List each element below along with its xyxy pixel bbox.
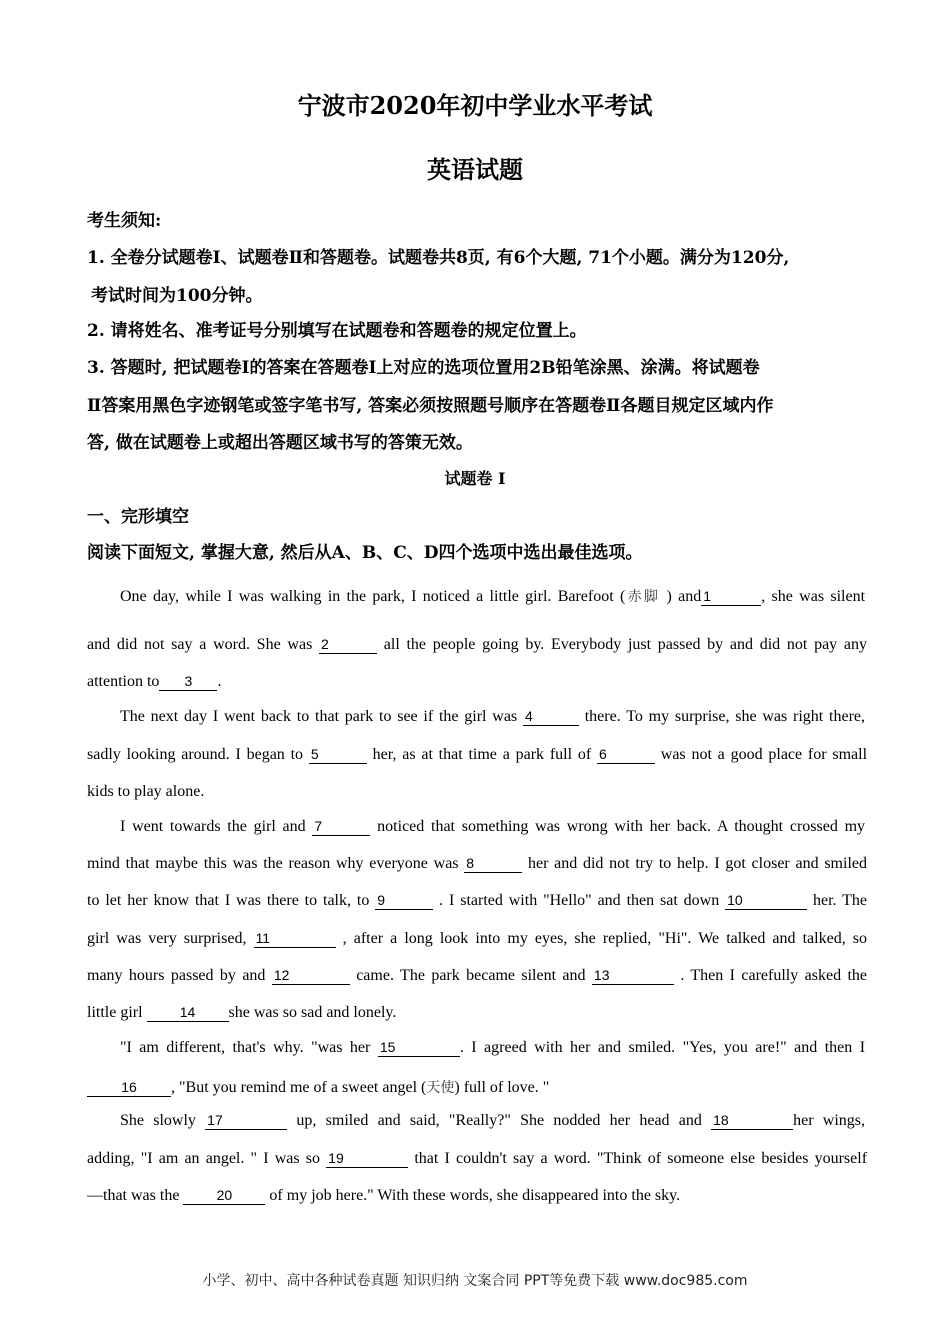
blank-16[interactable]: 16 [87,1079,171,1097]
text: , "But you remind me of a sweet angel ( [171,1079,427,1096]
text: of my job here." With these words, she disappeared into the sky. [269,1187,681,1204]
passage-line-15 [120,1112,865,1130]
notice-line-6: 答, 做在试题卷上或超出答题区域书写的答策无效。 [87,433,473,453]
blank-2[interactable]: 2 [319,636,377,654]
blank-1[interactable]: 1 [701,588,761,606]
exam-subtitle: 英语试题 [427,155,523,184]
text: all the people going by. Everybody just passed by and did not pay any [383,636,868,653]
text: came. The park became silent and [356,967,586,984]
blank-11[interactable]: 11 [254,930,336,948]
volume-heading: 试题卷 I [444,469,506,488]
text: to let her know that I was there to talk, to [87,892,370,909]
passage-line-5 [87,746,867,764]
text: I went towards the girl and [120,818,306,835]
chinese-gloss: 赤脚 [625,589,661,605]
footer-text: 小学、初中、高中各种试卷真题 知识归纳 文案合同 PPT等免费下载 [202,1273,620,1289]
passage-line-14 [87,1077,867,1097]
text: there. To my surprise, she was right there, [584,708,866,725]
text: her and did not try to help. I got closer and smiled [527,855,867,872]
text: little girl [87,1004,143,1021]
blank-7[interactable]: 7 [312,818,370,836]
text: . Then I carefully asked the [680,967,867,984]
passage-line-11 [87,967,867,985]
blank-3[interactable]: 3 [159,673,217,691]
text: . [217,673,222,690]
text: girl was very surprised, [87,930,247,947]
passage-line-4 [120,708,865,726]
notice-line-4: 3. 答题时, 把试题卷I的答案在答题卷I上对应的选项位置用2B铅笔涂黑、涂满。将试题卷 [87,358,760,378]
blank-5[interactable]: 5 [309,746,367,764]
text: that I couldn't say a word. "Think of someone else besides yourself [414,1150,868,1167]
text: The next day I went back to that park to see if the girl was [120,708,518,725]
blank-19[interactable]: 19 [326,1150,408,1168]
text: , she was silent [761,588,866,605]
page-footer [0,1270,950,1290]
text: up, smiled and said, "Really?" She nodded her head and [296,1112,702,1129]
blank-6[interactable]: 6 [597,746,655,764]
text: sadly looking around. I began to [87,746,304,763]
text: ) full of love. " [454,1079,550,1096]
exam-title: 宁波市2020年初中学业水平考试 [297,91,653,120]
text: —that was the [87,1187,180,1204]
text: ) and [666,588,702,605]
text: mind that maybe this was the reason why everyone was [87,855,459,872]
blank-20[interactable]: 20 [183,1187,265,1205]
text: and did not say a word. She was [87,636,313,653]
passage-line-17 [87,1187,867,1205]
text: One day, while I was walking in the park, I noticed a little girl. Barefoot ( [120,588,626,605]
text: many hours passed by and [87,967,266,984]
text: kids to play alone. [87,783,205,800]
text: was not a good place for small [660,746,868,763]
notice-line-1: 1. 全卷分试题卷I、试题卷Ⅱ和答题卷。试题卷共8页, 有6个大题, 71个小题。满分为120分, [87,248,790,268]
text: She slowly [120,1112,196,1129]
text: noticed that something was wrong with her back. A thought crossed my [377,818,866,835]
text: . I started with "Hello" and then sat down [439,892,720,909]
blank-12[interactable]: 12 [272,967,350,985]
passage-line-8 [87,855,867,873]
passage-line-13 [120,1039,865,1057]
chinese-gloss: 天使 [426,1080,455,1096]
blank-9[interactable]: 9 [375,892,433,910]
text: she was so sad and lonely. [228,1004,397,1021]
text: . I agreed with her and smiled. "Yes, you are!" and then I [459,1039,866,1056]
blank-4[interactable]: 4 [523,708,579,726]
text: "I am different, that's why. "was her [120,1039,371,1056]
blank-18[interactable]: 18 [711,1112,793,1130]
text: attention to [87,673,160,690]
passage-line-16 [87,1150,867,1168]
passage-line-2 [87,636,867,654]
passage-line-1 [120,586,865,606]
blank-13[interactable]: 13 [592,967,674,985]
notice-line-3: 2. 请将姓名、准考证号分别填写在试题卷和答题卷的规定位置上。 [87,321,587,341]
part-heading: 一、完形填空 [87,507,189,527]
text: her, as at that time a park full of [372,746,592,763]
passage-line-7 [120,818,865,836]
notice-line-2: 考试时间为100分钟。 [91,286,263,306]
text: her. The [813,892,868,909]
passage-line-12 [87,1004,867,1022]
passage-line-3 [87,673,867,691]
blank-17[interactable]: 17 [205,1112,287,1130]
text: , after a long look into my eyes, she replied, "Hi". We talked and talked, so [342,930,868,947]
text: her wings, [793,1112,866,1129]
blank-10[interactable]: 10 [725,892,807,910]
blank-15[interactable]: 15 [378,1039,460,1057]
passage-line-9 [87,892,867,910]
passage-line-10 [87,930,867,948]
passage-line-6 [87,783,867,801]
notice-heading: 考生须知: [87,211,162,231]
footer-link[interactable]: www.doc985.com [623,1273,748,1289]
part-instruction: 阅读下面短文, 掌握大意, 然后从A、B、C、D四个选项中选出最佳选项。 [87,543,643,563]
notice-line-5: Ⅱ答案用黑色字迹钢笔或签字笔书写, 答案必须按照题号顺序在答题卷Ⅱ各题目规定区域内作 [87,396,774,416]
blank-14[interactable]: 14 [147,1004,229,1022]
blank-8[interactable]: 8 [464,855,522,873]
text: adding, "I am an angel. " I was so [87,1150,320,1167]
